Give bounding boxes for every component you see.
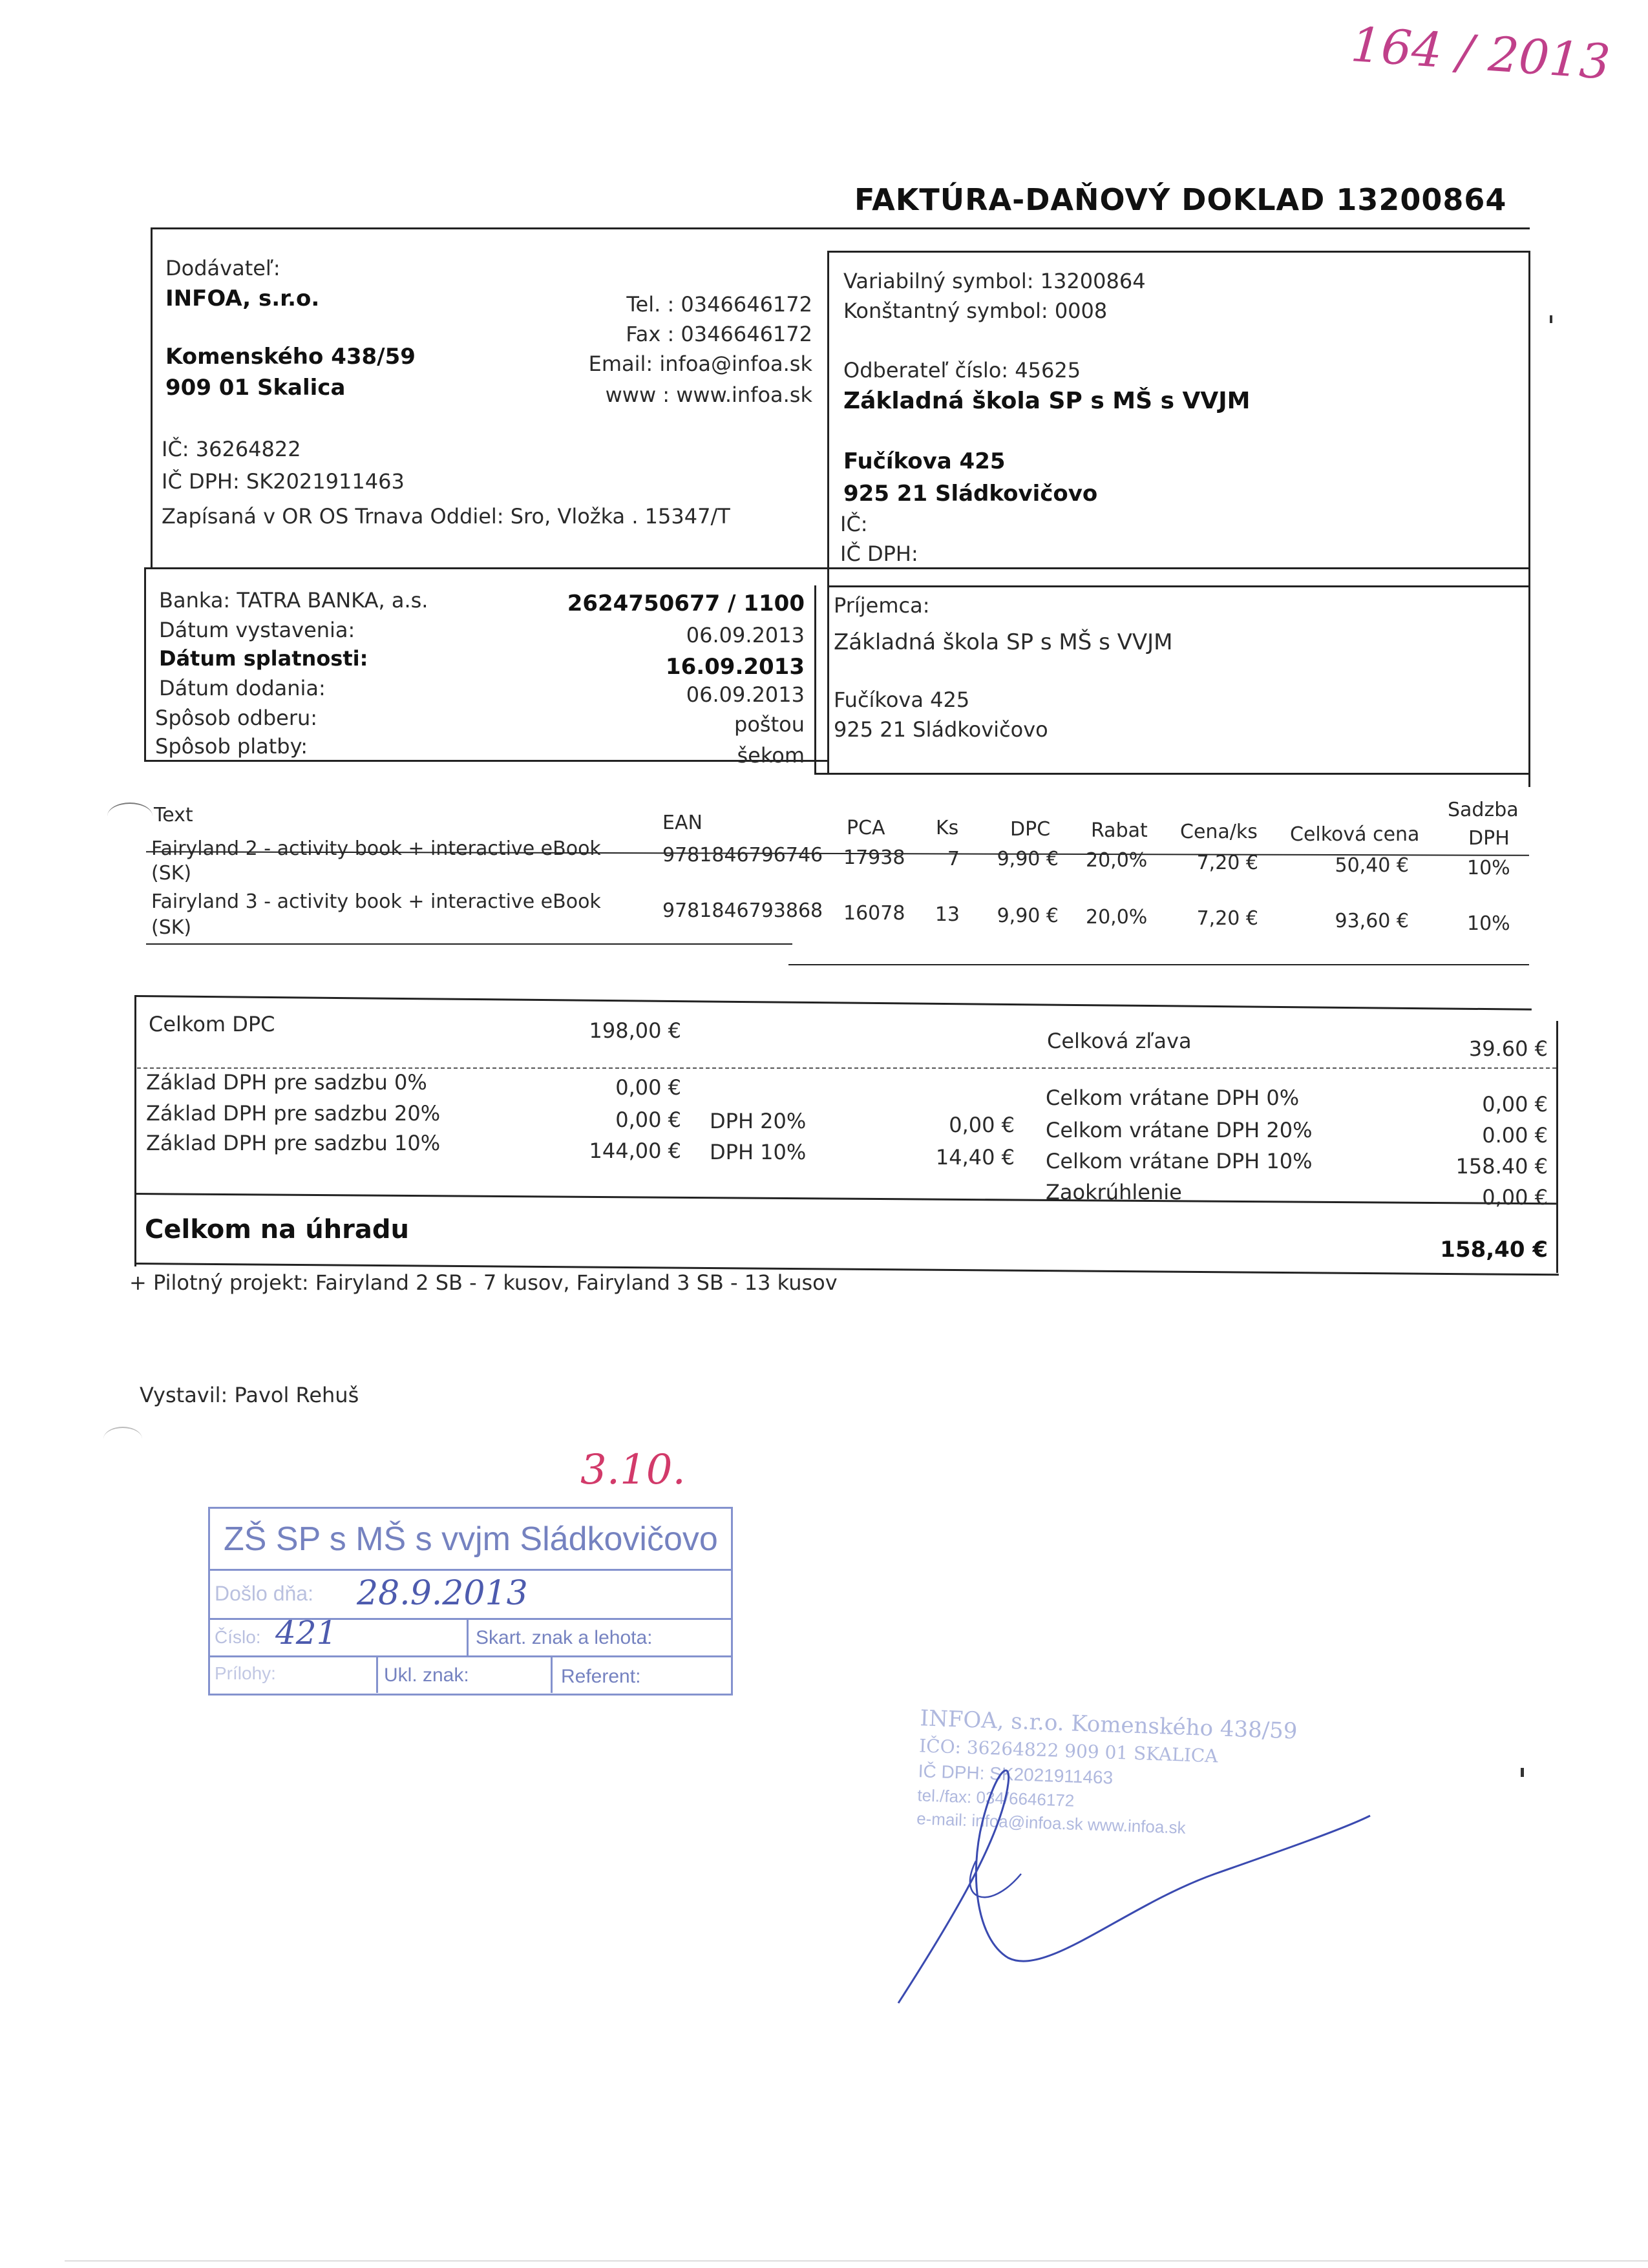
stamp-received-value: 28.9.2013: [357, 1574, 528, 1613]
recipient-city: 925 21 Sládkovičovo: [834, 717, 1048, 742]
supplier-tel: Tel. : 0346646172: [626, 292, 812, 317]
stamp-number-label: Číslo:: [215, 1627, 261, 1647]
item-text-suffix: (SK): [151, 862, 192, 885]
dph20-value: 0,00 €: [949, 1113, 1015, 1137]
delivery-date-label: Dátum dodania:: [159, 676, 326, 700]
incl20-value: 0.00 €: [1482, 1123, 1548, 1148]
supplier-email[interactable]: Email: infoa@infoa.sk: [588, 352, 812, 376]
pickup-label: Spôsob odberu:: [155, 706, 318, 730]
total-value: 158,40 €: [1440, 1237, 1548, 1263]
col-header-rabat: Rabat: [1091, 819, 1148, 842]
zaklad10-value: 144,00 €: [589, 1139, 681, 1163]
scan-bottom-line: [65, 2260, 1648, 2262]
recipient-street: Fučíkova 425: [834, 688, 970, 712]
item-pca: 16078: [843, 902, 905, 925]
zaklad10-label: Základ DPH pre sadzbu 10%: [146, 1131, 441, 1155]
celkom-dpc-label: Celkom DPC: [149, 1012, 275, 1036]
supplier-label: Dodávateľ:: [165, 256, 280, 280]
zaklad20-label: Základ DPH pre sadzbu 20%: [146, 1101, 441, 1126]
rounding-label: Zaokrúhlenie: [1046, 1180, 1182, 1204]
col-header-ks: Ks: [936, 817, 959, 839]
item-ean: 9781846796746: [662, 844, 823, 866]
stamp-referent-label: Referent:: [561, 1666, 641, 1687]
zaklad0-label: Základ DPH pre sadzbu 0%: [146, 1070, 427, 1095]
incl0-label: Celkom vrátane DPH 0%: [1046, 1086, 1300, 1110]
customer-street: Fučíkova 425: [843, 448, 1006, 474]
incl10-value: 158.40 €: [1455, 1154, 1548, 1179]
recipient-label: Príjemca:: [834, 593, 930, 618]
due-date: 16.09.2013: [665, 654, 805, 680]
delivery-date: 06.09.2013: [686, 682, 805, 707]
item-rabat: 20,0%: [1086, 849, 1148, 872]
stamp-attachments-label: Prílohy:: [215, 1663, 276, 1683]
col-header-pca: PCA: [847, 817, 885, 839]
bank-account: 2624750677 / 1100: [567, 591, 805, 616]
company-stamp-line: tel./fax: 034/6646172: [917, 1785, 1075, 1811]
rounding-value: 0,00 €: [1482, 1185, 1548, 1210]
item-celkova-cena: 50,40 €: [1335, 854, 1409, 877]
incl20-label: Celkom vrátane DPH 20%: [1046, 1118, 1313, 1142]
item-dpc: 9,90 €: [997, 848, 1059, 870]
item-ean: 9781846793868: [662, 899, 823, 922]
item-dpc: 9,90 €: [997, 905, 1059, 927]
incl10-label: Celkom vrátane DPH 10%: [1046, 1149, 1313, 1173]
item-pca: 17938: [843, 846, 905, 869]
total-label: Celkom na úhradu: [145, 1215, 409, 1244]
stamp-ukl-label: Ukl. znak:: [384, 1664, 469, 1686]
due-date-label: Dátum splatnosti:: [159, 646, 368, 671]
incl0-value: 0,00 €: [1482, 1092, 1548, 1117]
item-text: Fairyland 2 - activity book + interactive eBook: [151, 837, 601, 860]
customer-number: Odberateľ číslo: 45625: [843, 358, 1081, 383]
col-header-celkova-cena: Celková cena: [1290, 823, 1420, 846]
dph20-label: DPH 20%: [710, 1109, 807, 1133]
zaklad20-value: 0,00 €: [615, 1108, 681, 1132]
payment-label: Spôsob platby:: [155, 734, 308, 759]
item-cena-ks: 7,20 €: [1196, 907, 1258, 930]
company-stamp-line: e-mail: infoa@infoa.sk www.infoa.sk: [916, 1809, 1187, 1838]
signature: [879, 1745, 1396, 2016]
scan-mark: [107, 803, 153, 830]
customer-city: 925 21 Sládkovičovo: [843, 481, 1098, 507]
dph10-label: DPH 10%: [710, 1140, 807, 1164]
dph10-value: 14,40 €: [935, 1145, 1015, 1170]
invoice-title: FAKTÚRA-DAŇOVÝ DOKLAD 13200864: [854, 182, 1507, 217]
scan-dot: [1521, 1768, 1524, 1777]
col-header-cena-ks: Cena/ks: [1180, 821, 1258, 843]
supplier-name: INFOA, s.r.o.: [165, 286, 320, 311]
supplier-register: Zapísaná v OR OS Trnava Oddiel: Sro, Vložka . 15347/T: [162, 504, 730, 529]
recipient-name: Základná škola SP s MŠ s VVJM: [834, 629, 1173, 655]
bank-name: Banka: TATRA BANKA, a.s.: [159, 588, 428, 613]
scan-dot: [1550, 315, 1552, 323]
variable-symbol: Variabilný symbol: 13200864: [843, 269, 1146, 293]
handwritten-date: 3.10.: [580, 1446, 686, 1494]
celkom-dpc-value: 198,00 €: [589, 1018, 681, 1043]
col-header-dph: DPH: [1468, 827, 1510, 850]
payment-value: šekom: [737, 743, 805, 768]
company-stamp-line: IČ DPH: SK2021911463: [918, 1761, 1114, 1788]
col-header-dpc: DPC: [1010, 818, 1051, 841]
supplier-ico: IČ: 36264822: [162, 437, 301, 461]
company-stamp-line: IČO: 36264822 909 01 SKALICA: [918, 1735, 1219, 1767]
supplier-city: 909 01 Skalica: [165, 375, 346, 401]
supplier-fax: Fax : 0346646172: [626, 322, 812, 346]
pickup-value: poštou: [734, 712, 805, 737]
item-rabat: 20,0%: [1086, 906, 1148, 929]
customer-icdph: IČ DPH:: [840, 541, 918, 566]
issued-by: Vystavil: Pavol Rehuš: [140, 1383, 359, 1407]
zlava-label: Celková zľava: [1047, 1029, 1192, 1053]
stamp-number-value: 421: [275, 1614, 337, 1652]
pilot-note: + Pilotný projekt: Fairyland 2 SB - 7 kusov, Fairyland 3 SB - 13 kusov: [129, 1270, 838, 1295]
stamp-skart-label: Skart. znak a lehota:: [476, 1627, 653, 1648]
item-celkova-cena: 93,60 €: [1335, 910, 1409, 932]
issue-date-label: Dátum vystavenia:: [159, 618, 355, 642]
supplier-www[interactable]: www : www.infoa.sk: [605, 383, 812, 407]
item-text: Fairyland 3 - activity book + interactive eBook: [151, 890, 601, 913]
stamp-title: ZŠ SP s MŠ s vvjm Sládkovičovo: [224, 1520, 718, 1558]
customer-ico: IČ:: [840, 512, 868, 536]
item-sadzba: 10%: [1467, 857, 1510, 879]
item-ks: 7: [947, 848, 960, 870]
stamp-received-label: Došlo dňa:: [215, 1582, 313, 1605]
company-stamp-line: INFOA, s.r.o. Komenského 438/59: [919, 1705, 1298, 1745]
constant-symbol: Konštantný symbol: 0008: [843, 299, 1108, 323]
item-sadzba: 10%: [1467, 912, 1510, 935]
registry-stamp: [208, 1507, 732, 1694]
issue-date: 06.09.2013: [686, 623, 805, 647]
zaklad0-value: 0,00 €: [615, 1075, 681, 1100]
supplier-street: Komenského 438/59: [165, 344, 416, 370]
scan-mark: [103, 1427, 142, 1451]
handwritten-reference: 164 / 2013: [1349, 17, 1612, 90]
supplier-icdph: IČ DPH: SK2021911463: [162, 469, 405, 494]
col-header-ean: EAN: [662, 812, 703, 834]
item-text-suffix: (SK): [151, 916, 192, 939]
col-header-sadzba: Sadzba: [1448, 799, 1519, 821]
col-header-text: Text: [154, 804, 193, 826]
customer-name: Základná škola SP s MŠ s VVJM: [843, 388, 1251, 414]
item-ks: 13: [935, 903, 960, 926]
zlava-value: 39.60 €: [1468, 1036, 1548, 1061]
item-cena-ks: 7,20 €: [1196, 852, 1258, 874]
